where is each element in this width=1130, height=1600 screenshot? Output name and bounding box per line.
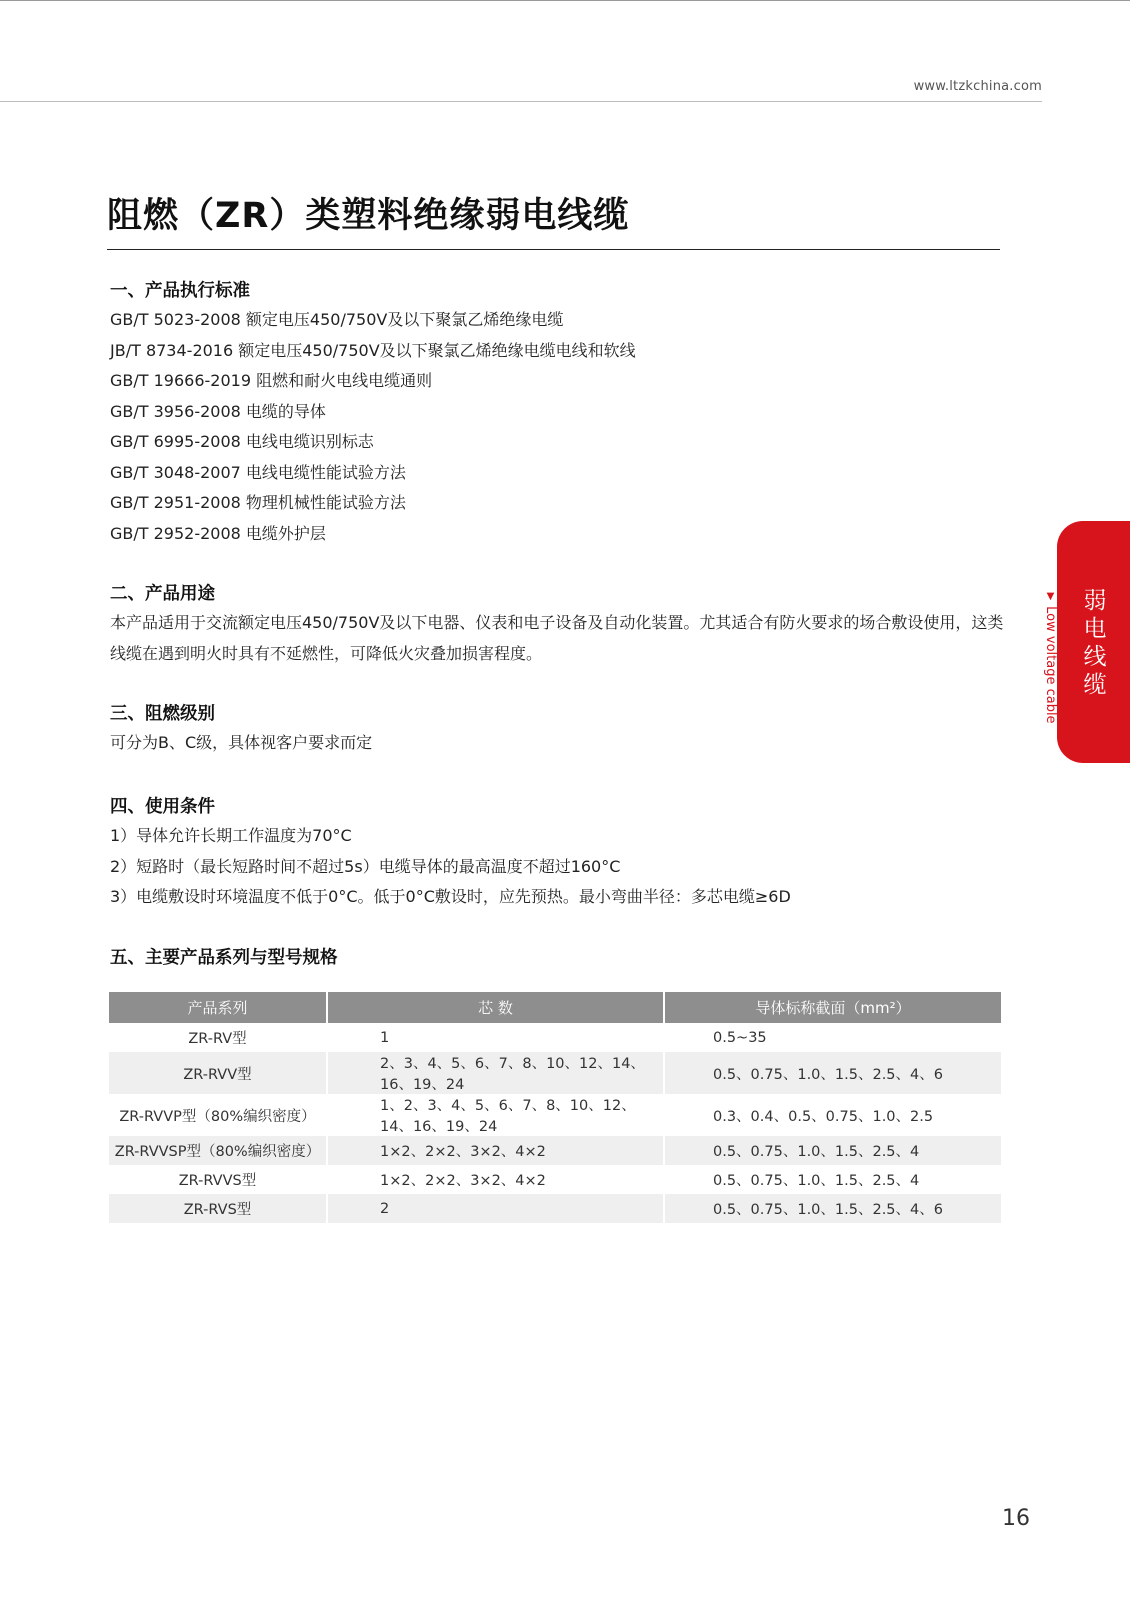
top-border — [0, 0, 1130, 1]
table-row — [109, 1136, 1001, 1165]
cell-cross-section: 0.5~35 — [713, 1029, 767, 1046]
standard-item: JB/T 8734-2016 额定电压450/750V及以下聚氯乙烯绝缘电缆电线和软线 — [110, 340, 636, 360]
cell-cores: 1、2、3、4、5、6、7、8、10、12、14、16、19、24 — [328, 1094, 665, 1136]
condition-item: 3）电缆敷设时环境温度不低于0°C。低于0°C敷设时，应先预热。最小弯曲半径：多芯电缆≥6D — [110, 887, 791, 906]
title-divider — [107, 249, 1000, 250]
column-header-cores: 芯 数 — [328, 992, 665, 1023]
cell-series: ZR-RVS型 — [109, 1194, 328, 1223]
cell-series: ZR-RVVP型（80%编织密度） — [109, 1094, 328, 1136]
table-header-row — [109, 992, 1001, 1023]
cell-cores: 1×2、2×2、3×2、4×2 — [328, 1136, 665, 1165]
usage-text: 本产品适用于交流额定电压450/750V及以下电器、仪表和电子设备及自动化装置。尤其适合有防火要求的场合敷设使用，这类线缆在遇到明火时具有不延燃性，可降低火灾叠加损害程度。 — [110, 613, 1004, 663]
models-heading: 五、主要产品系列与型号规格 — [110, 948, 338, 968]
cell-cores: 2 — [328, 1194, 665, 1223]
table-row — [109, 1052, 1001, 1094]
cell-series: ZR-RV型 — [109, 1023, 328, 1052]
standard-item: GB/T 3956-2008 电缆的导体 — [110, 401, 326, 421]
page-number: 16 — [1002, 1506, 1030, 1531]
standards-section — [110, 277, 1005, 549]
standard-item: GB/T 6995-2008 电线电缆识别标志 — [110, 432, 374, 451]
model-spec-table — [109, 992, 1001, 1223]
cell-cross-section: 0.3、0.4、0.5、0.75、1.0、2.5 — [713, 1108, 934, 1125]
category-label-cn: 弱电线缆 — [1083, 588, 1107, 698]
cell-series: ZR-RVVSP型（80%编织密度） — [109, 1136, 328, 1165]
table-row — [109, 1023, 1001, 1052]
flame-grade-heading: 三、阻燃级别 — [110, 704, 215, 724]
conditions-section — [110, 793, 1005, 913]
category-label-en-wrapper — [1041, 591, 1059, 724]
table-row — [109, 1194, 1001, 1223]
cell-series: ZR-RVV型 — [109, 1052, 328, 1094]
column-header-series: 产品系列 — [109, 992, 328, 1023]
standard-item: GB/T 19666-2019 阻燃和耐火电线电缆通则 — [110, 371, 433, 390]
standard-item: GB/T 2952-2008 电缆外护层 — [110, 523, 326, 543]
usage-section — [110, 580, 1005, 669]
models-section — [110, 944, 1005, 972]
triangle-down-icon: ▼ — [1045, 591, 1056, 602]
cell-cores: 1×2、2×2、3×2、4×2 — [328, 1165, 665, 1194]
table-row — [109, 1165, 1001, 1194]
standards-heading: 一、产品执行标准 — [110, 281, 250, 301]
table-row — [109, 1094, 1001, 1136]
category-side-tab — [1057, 521, 1130, 763]
condition-item: 2）短路时（最长短路时间不超过5s）电缆导体的最高温度不超过160°C — [110, 856, 621, 876]
usage-heading: 二、产品用途 — [110, 584, 215, 604]
column-header-cross-section: 导体标称截面（mm²） — [665, 992, 1001, 1023]
cell-cross-section: 0.5、0.75、1.0、1.5、2.5、4、6 — [665, 1194, 1001, 1223]
condition-item: 1）导体允许长期工作温度为70°C — [110, 826, 352, 845]
header-divider — [0, 101, 1042, 102]
website-url: www.ltzkchina.com — [913, 79, 1042, 94]
cell-cores: 2、3、4、5、6、7、8、10、12、14、16、19、24 — [328, 1052, 665, 1094]
category-label-en: Low voltage cable — [1043, 606, 1058, 724]
cell-cross-section: 0.5、0.75、1.0、1.5、2.5、4 — [713, 1173, 920, 1189]
standard-item: GB/T 3048-2007 电线电缆性能试验方法 — [110, 462, 406, 482]
cell-series: ZR-RVVS型 — [109, 1165, 328, 1194]
standard-item: GB/T 2951-2008 物理机械性能试验方法 — [110, 493, 406, 512]
cell-cross-section: 0.5、0.75、1.0、1.5、2.5、4 — [665, 1136, 1001, 1165]
flame-grade-text: 可分为B、C级，具体视客户要求而定 — [110, 733, 373, 752]
conditions-heading: 四、使用条件 — [110, 797, 215, 817]
standard-item: GB/T 5023-2008 额定电压450/750V及以下聚氯乙烯绝缘电缆 — [110, 310, 564, 329]
flame-grade-section — [110, 700, 1005, 759]
page-title: 阻燃（ZR）类塑料绝缘弱电线缆 — [107, 196, 630, 236]
cell-cross-section: 0.5、0.75、1.0、1.5、2.5、4、6 — [665, 1052, 1001, 1094]
cell-cores: 1 — [328, 1023, 665, 1052]
